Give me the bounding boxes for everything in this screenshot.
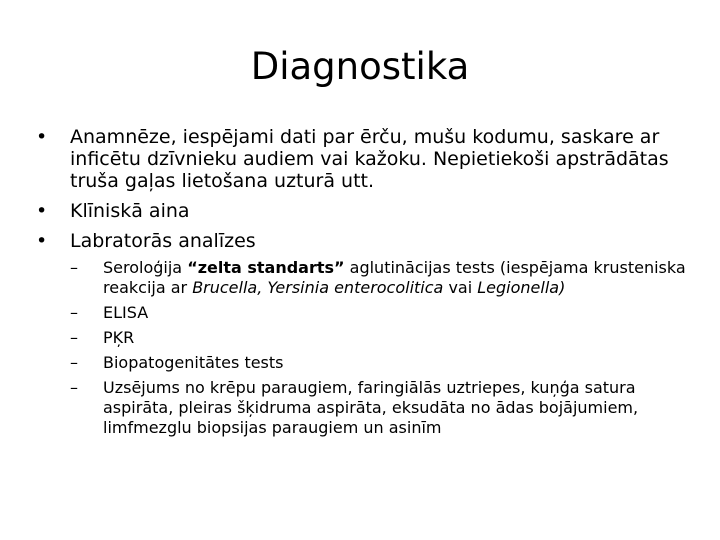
bullet-marker: • xyxy=(36,200,48,222)
sub-bullet-text: ELISA xyxy=(103,303,149,322)
gold-standard-text: “zelta standarts” xyxy=(187,258,345,277)
sub-bullet-serology xyxy=(70,258,696,298)
bullet-clinical-picture xyxy=(36,200,696,222)
bullet-anamnesis xyxy=(36,126,696,192)
sub-bullet-marker: – xyxy=(70,258,78,277)
sub-bullet-cultures xyxy=(70,378,696,438)
serology-label: Seroloģija xyxy=(103,258,188,277)
bullet-marker: • xyxy=(36,230,48,252)
sub-bullet-pcr xyxy=(70,328,696,348)
bullet-marker: • xyxy=(36,126,48,148)
sub-bullet-marker: – xyxy=(70,328,78,347)
bullet-text: Labratorās analīzes xyxy=(70,230,256,252)
sub-bullet-text: PĶR xyxy=(103,328,135,347)
pathogen-names: Brucella, Yersinia enterocolitica xyxy=(192,278,444,297)
sub-bullet-text: Biopatogenitātes tests xyxy=(103,353,284,372)
bullet-text: Anamnēze, iespējami dati par ērču, mušu kodumu, saskare ar inficētu dzīvnieku audiem vai kažoku. Nepietiekoši apstrādātas truša gaļas lietošana uzturā utt. xyxy=(70,126,669,192)
serology-description: aglutinācijas tests (iespējama krusteniska reakcija ar xyxy=(103,258,686,297)
lab-analyses-sub-list xyxy=(70,258,696,438)
sub-bullet-marker: – xyxy=(70,303,78,322)
slide-title: Diagnostika xyxy=(250,45,470,88)
bullet-text: Klīniskā aina xyxy=(70,200,190,222)
serology-connector: vai xyxy=(443,278,478,297)
bullet-laboratory-analyses xyxy=(36,230,696,438)
sub-bullet-elisa xyxy=(70,303,696,323)
sub-bullet-text: Uzsējums no krēpu paraugiem, faringiālās uztriepes, kuņģa satura aspirāta, pleiras šķidruma aspirāta, eksudāta no ādas bojājumiem, limfmezglu biopsijas paraugiem un asinīm xyxy=(103,378,639,437)
serology-text xyxy=(103,258,686,297)
sub-bullet-marker: – xyxy=(70,378,78,397)
legionella-text: Legionella) xyxy=(477,278,566,297)
main-bullet-list xyxy=(36,126,696,446)
sub-bullet-marker: – xyxy=(70,353,78,372)
sub-bullet-biopathogenicity-test xyxy=(70,353,696,373)
